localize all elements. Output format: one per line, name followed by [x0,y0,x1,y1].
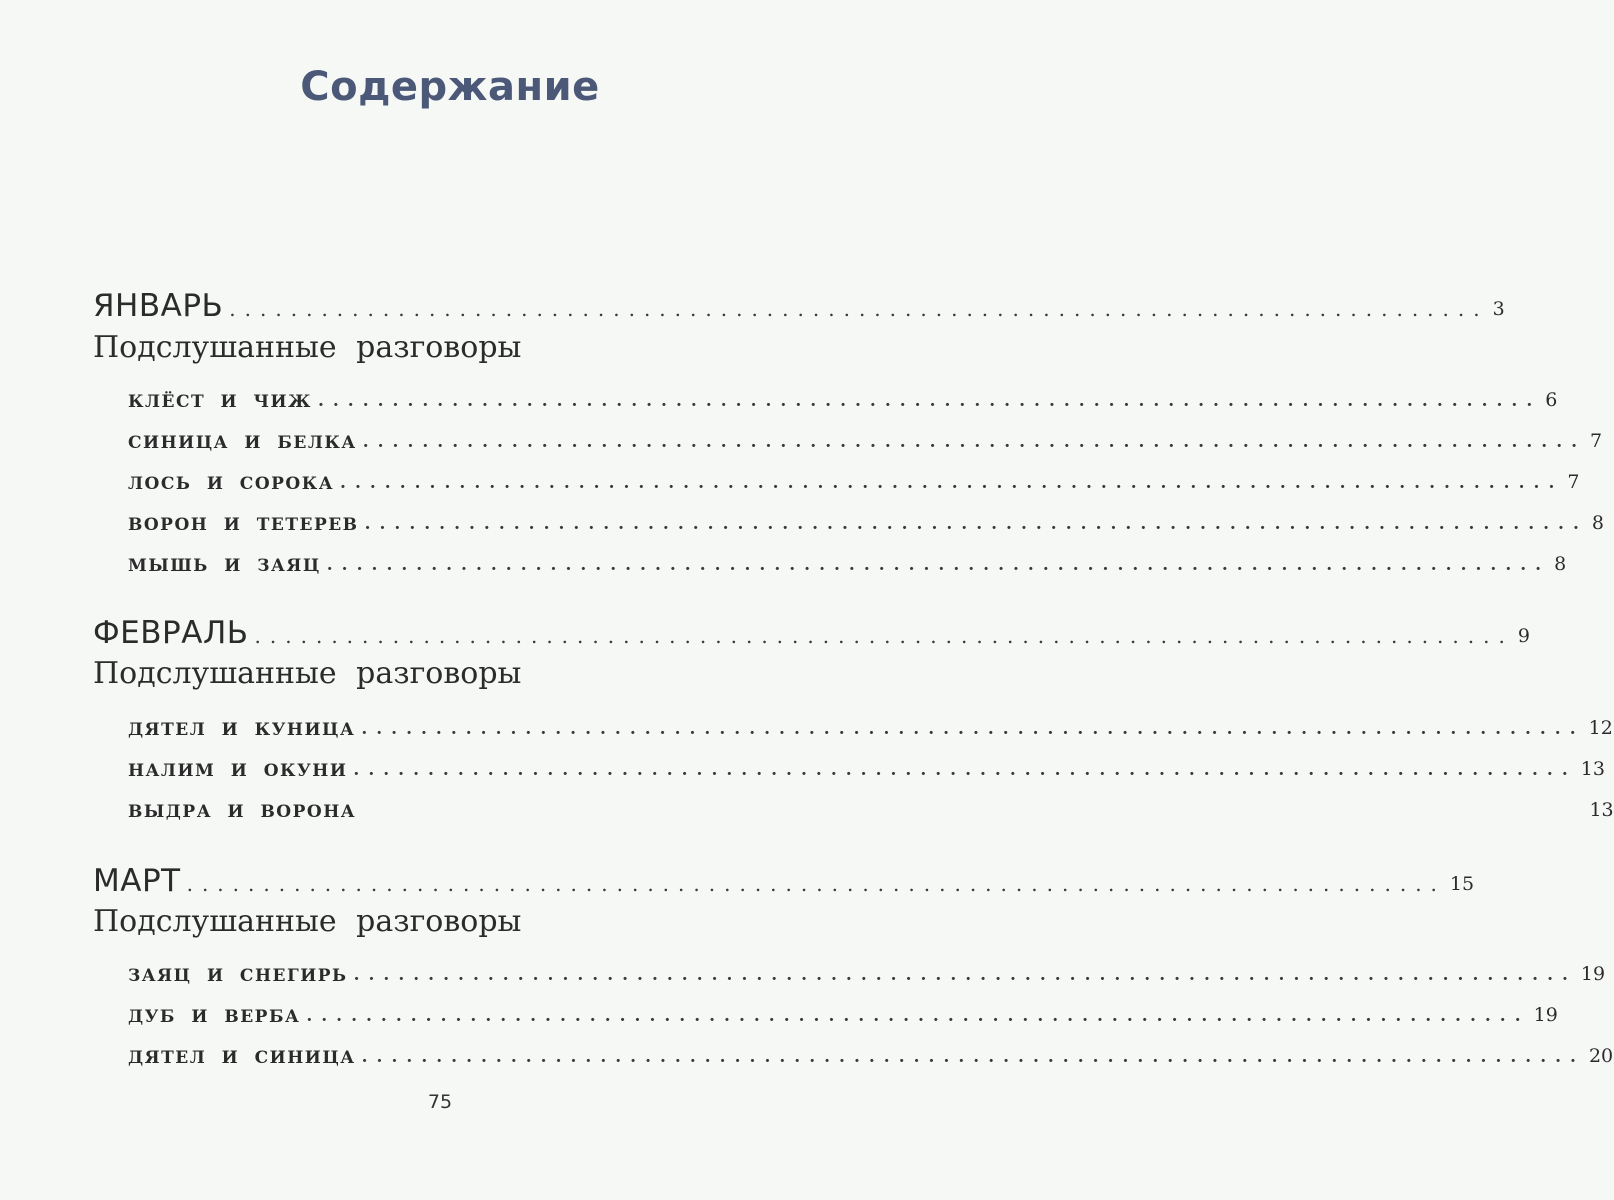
toc-page-number: 6 [1545,389,1558,411]
toc-month-february [93,607,1530,651]
dot-leader: .................................................................................. [186,872,1446,896]
toc-month-label: ФЕВРАЛЬ [93,615,249,651]
dot-leader: .................................................................................. [353,760,1577,780]
page-number: 75 [427,1091,453,1113]
toc-entry-label: КЛЁСТ И ЧИЖ [128,392,312,412]
toc-month-january [93,280,1505,324]
toc-subheading: Подслушанные разговоры [93,656,522,691]
dot-leader: .................................................................................. [254,624,1514,648]
toc-month-march [93,855,1475,899]
toc-page-number: 7 [1567,471,1580,493]
toc-entry [128,753,1605,781]
toc-month-label: МАРТ [93,863,181,899]
toc-entry [128,1040,1614,1068]
page-title: Содержание [300,64,600,110]
toc-page-number: 15 [1449,873,1475,895]
toc-page-number: 9 [1517,625,1530,647]
toc-page-number: 7 [1590,430,1603,452]
toc-page-number: 8 [1591,512,1604,534]
toc-subheading: Подслушанные разговоры [93,330,522,365]
toc-entry [128,466,1580,494]
toc-month-label: ЯНВАРЬ [93,288,224,324]
dot-leader: .................................................................................. [229,297,1489,321]
toc-entry [128,548,1567,576]
dot-leader [356,800,1585,822]
toc-entry [128,999,1558,1027]
dot-leader: .................................................................................. [306,1006,1530,1026]
toc-entry-label: ДЯТЕЛ И СИНИЦА [128,1048,356,1068]
toc-entry-label: МЫШЬ И ЗАЯЦ [128,556,321,576]
dot-leader: .................................................................................. [362,432,1587,452]
toc-page-number: 19 [1580,963,1606,985]
toc-entry [128,425,1603,453]
toc-entry [128,507,1604,535]
toc-entry [128,384,1558,412]
toc-entry [128,958,1606,986]
toc-entry-label: ЗАЯЦ И СНЕГИРЬ [128,966,348,986]
dot-leader: .................................................................................. [364,514,1588,534]
toc-page-number: 13 [1589,799,1614,821]
toc-entry [128,712,1613,740]
toc-page-number: 13 [1580,758,1605,780]
dot-leader: .................................................................................. [326,555,1551,575]
toc-entry-label: ЛОСЬ И СОРОКА [128,474,335,494]
toc-page-number: 3 [1492,298,1505,320]
toc-entry [128,794,1614,822]
dot-leader: .................................................................................. [361,719,1585,739]
toc-page-number: 8 [1554,553,1567,575]
toc-page-number: 12 [1588,717,1613,739]
dot-leader: .................................................................................. [353,965,1577,985]
toc-entry-label: СИНИЦА И БЕЛКА [128,433,357,453]
toc-entry-label: ВЫДРА И ВОРОНА [128,802,357,822]
toc-entry-label: ДУБ И ВЕРБА [128,1007,301,1027]
toc-entry-label: ДЯТЕЛ И КУНИЦА [128,720,356,740]
toc-entry-label: НАЛИМ И ОКУНИ [128,761,348,781]
toc-page-number: 19 [1533,1004,1558,1026]
toc-entry-label: ВОРОН И ТЕТЕРЕВ [128,515,359,535]
toc-page-number: 20 [1588,1045,1614,1067]
dot-leader: .................................................................................. [340,473,1564,493]
dot-leader: .................................................................................. [361,1047,1585,1067]
dot-leader: .................................................................................. [317,391,1542,411]
toc-subheading: Подслушанные разговоры [93,904,522,939]
